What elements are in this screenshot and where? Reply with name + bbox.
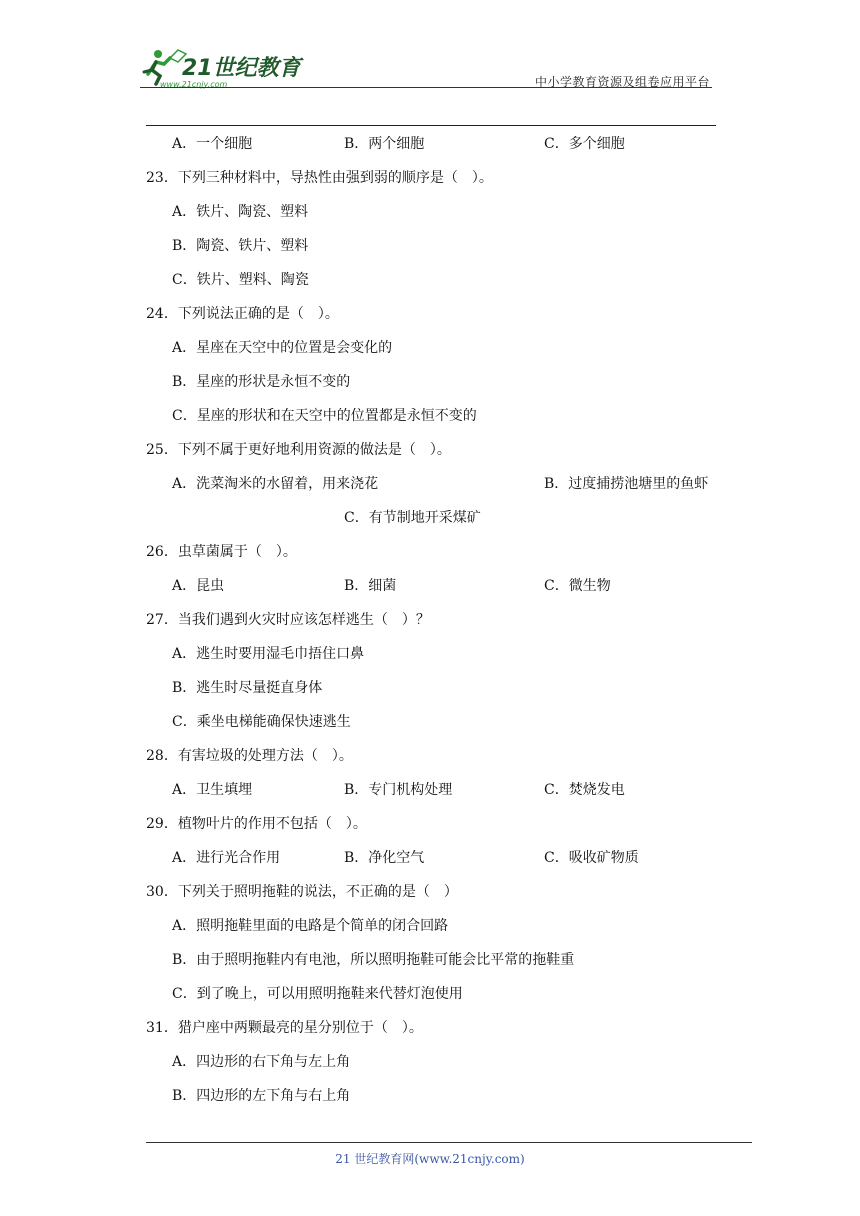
option-b: B．过度捕捞池塘里的鱼虾	[544, 476, 709, 492]
option-row	[146, 569, 726, 603]
option-row	[146, 773, 726, 807]
option-row	[146, 841, 726, 875]
page-header	[140, 44, 712, 90]
option-a: A．照明拖鞋里面的电路是个简单的闭合回路	[172, 918, 449, 934]
question-24: 24．下列说法正确的是（ ）。	[146, 306, 339, 322]
option-c: C．微生物	[544, 578, 611, 594]
option-a: A．星座在天空中的位置是会变化的	[172, 340, 393, 356]
option-b: B．由于照明拖鞋内有电池，所以照明拖鞋可能会比平常的拖鞋重	[172, 952, 575, 968]
option-b: B．净化空气	[344, 850, 425, 866]
header-rule	[140, 87, 712, 88]
option-b: B．星座的形状是永恒不变的	[172, 374, 351, 390]
question-29: 29．植物叶片的作用不包括（ ）。	[146, 816, 367, 832]
option-c: C．铁片、塑料、陶瓷	[172, 272, 309, 288]
svg-text:21世纪教育: 21世纪教育	[182, 56, 301, 81]
question-28: 28．有害垃圾的处理方法（ ）。	[146, 748, 353, 764]
question-27: 27．当我们遇到火灾时应该怎样逃生（ ）？	[146, 612, 430, 628]
option-a: A．卫生填埋	[172, 782, 253, 798]
platform-name: 中小学教育资源及组卷应用平台	[534, 75, 710, 89]
option-b: B．专门机构处理	[344, 782, 453, 798]
option-b: B．细菌	[344, 578, 397, 594]
question-30: 30．下列关于照明拖鞋的说法，不正确的是（ ）	[146, 884, 458, 900]
option-c: C．乘坐电梯能确保快速逃生	[172, 714, 351, 730]
option-row	[146, 501, 726, 535]
question-25: 25．下列不属于更好地利用资源的做法是（ ）。	[146, 442, 451, 458]
option-a: A．进行光合作用	[172, 850, 281, 866]
footer-rule	[146, 1142, 752, 1143]
option-a: A．四边形的右下角与左上角	[172, 1054, 351, 1070]
option-b: B．四边形的左下角与右上角	[172, 1088, 351, 1104]
option-c: C．到了晚上，可以用照明拖鞋来代替灯泡使用	[172, 986, 463, 1002]
option-c: C．星座的形状和在天空中的位置都是永恒不变的	[172, 408, 477, 424]
21cnjy-logo	[140, 44, 310, 90]
option-row	[146, 467, 726, 501]
footer-text: 21 世纪教育网(www.21cnjy.com)	[335, 1152, 525, 1166]
question-23: 23．下列三种材料中，导热性由强到弱的顺序是（ ）。	[146, 170, 493, 186]
option-a: A．逃生时要用湿毛巾捂住口鼻	[172, 646, 365, 662]
svg-text:www.21cnjy.com: www.21cnjy.com	[160, 80, 228, 89]
question-26: 26．虫草菌属于（ ）。	[146, 544, 297, 560]
option-a: A．洗菜淘米的水留着，用来浇花	[172, 476, 379, 492]
option-b: B．陶瓷、铁片、塑料	[172, 238, 309, 254]
option-c: C．焚烧发电	[544, 782, 625, 798]
option-c: C．多个细胞	[544, 136, 625, 152]
option-a: A．昆虫	[172, 578, 225, 594]
option-c: C．有节制地开采煤矿	[344, 510, 481, 526]
option-row	[146, 127, 726, 161]
question-list	[146, 127, 726, 1113]
question-31: 31．猎户座中两颗最亮的星分别位于（ ）。	[146, 1020, 423, 1036]
option-a: A．铁片、陶瓷、塑料	[172, 204, 309, 220]
option-b: B．两个细胞	[344, 136, 425, 152]
option-a: A．一个细胞	[172, 136, 253, 152]
option-b: B．逃生时尽量挺直身体	[172, 680, 323, 696]
option-c: C．吸收矿物质	[544, 850, 639, 866]
top-rule	[146, 125, 716, 126]
